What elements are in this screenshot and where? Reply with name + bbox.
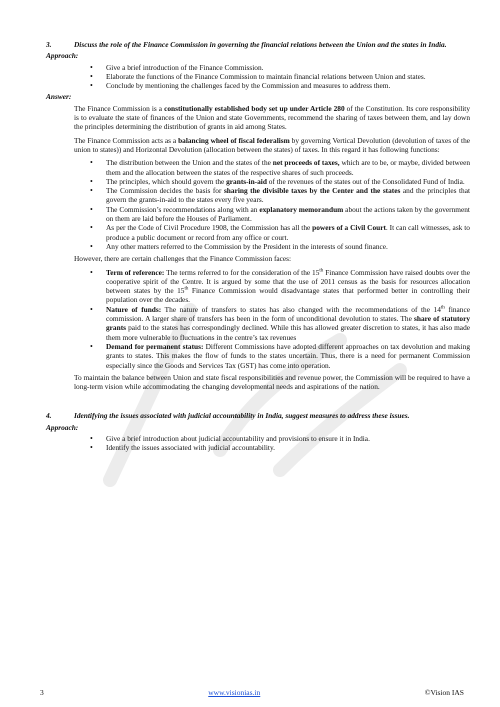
challenge-item [90,268,470,305]
fn-text: The principles, which should govern the [106,176,227,186]
website-link[interactable]: www.visionias.in [208,688,261,697]
approach-list [90,63,470,91]
para-text-end: by governing Vertical Devolution (devolution of taxes of the union to states)) and Horizontal Devolution (allocation between the states) of taxes. In this regard it has following functions: [74,135,471,154]
challenges-list [90,268,470,370]
challenge-item [90,342,470,370]
functions-list [90,158,470,251]
question-text: Identifying the issues associated with judicial accountability in India, suggest measures to address these issues. [74,411,410,421]
intro-bold: constitutionally established body set up under Article 280 [164,103,345,113]
answer-label: Answer: [46,92,72,102]
fn-text: As per the Code of Civil Procedure 1908, the Commission has all the [106,223,313,233]
para-text: The Finance Commission acts as a [74,135,179,145]
page-footer [40,688,464,697]
function-item [90,242,470,251]
challenge-text: Different Commissions have adopted different approaches on tax devolution and making grants to states. This makes the flow of funds to the states uncertain. Thus, there is a need for permanent Commission especially since the Goods and Services Tax (GST) has come into operation. [106,341,470,370]
challenges-intro: However, there are certain challenges that the Finance Commission faces: [74,254,292,264]
intro-paragraph [74,104,470,132]
function-item [90,223,470,242]
question-number: 3. [46,40,52,49]
function-item [90,205,470,224]
fn-bold: explanatory memorandum [259,204,344,214]
question-3 [46,40,470,49]
intro-text: The Finance Commission is a [74,103,165,113]
fn-bold: grants-in-aid [226,176,267,186]
challenge-title: Nature of funds: [106,304,162,314]
approach-item: • Give a brief introduction about judicial accountability and provisions to ensure it in India. [90,434,470,443]
function-item [90,186,470,205]
fn-bold: net proceeds of taxes, [272,158,340,168]
challenge-title: Demand for permanent status: [106,341,204,351]
question-number: 4. [46,411,52,421]
page-number: 3 [40,688,44,697]
approach-item: • Give a brief introduction of the Finance Commission. [90,63,470,72]
copyright-text: ©Vision IAS [424,688,464,697]
approach-label: Approach: [46,422,79,432]
fn-text-end: about the actions taken by the government on them are laid before the Houses of Parliament. [106,204,470,224]
fn-text-end: which are to be, or maybe, divided between them and the allocation between the states of the respective shares of such proceeds. [106,158,471,177]
question-text: Discuss the role of the Finance Commission in governing the financial relations between the Union and the states in India. [74,40,447,49]
approach-item: • Elaborate the functions of the Finance Commission to maintain financial relations between Union and states. [90,72,470,81]
approach-list [90,434,470,453]
challenge-text-end: paid to the states has correspondingly declined. While this has allowed greater discretion to states, it has also made them more vulnerable to fluctuations in the centre’s tax revenues [106,323,470,342]
para-bold: balancing wheel of fiscal federalism [178,135,290,145]
challenge-text: The terms referred to for the consideration of the 15th Finance Commission have raised doubts over the cooperative spirit of the Centre. It is argued by some that the use of 2011 census as the basis for resources allocation between states by the 15th Finance Commission would disadvantage states that performed better in controlling their population over the decades. [106,267,470,305]
functions-paragraph [74,136,470,155]
approach-label: Approach: [46,51,79,61]
function-item [90,158,470,177]
conclusion-paragraph: To maintain the balance between Union and state fiscal responsibilities and revenue power, the Commission will be required to have a long-term vision while accommodating the changing developmental needs and aspirations of the nation. [74,372,470,392]
challenge-title: Term of reference: [106,267,165,277]
challenge-text: The nature of transfers to states has also changed with the recommendations of the 14th finance commission. A larger share of transfers has been in the form of unconditional devolution to states. The [106,304,470,324]
fn-text: Any other matters referred to the Commission by the President in the interests of sound finance. [106,241,388,251]
approach-item: • Conclude by mentioning the challenges faced by the Commission and measures to address them. [90,81,470,90]
fn-bold: sharing the divisible taxes by the Center and the states [223,186,401,196]
challenge-item [90,305,470,342]
main-content [46,40,470,455]
fn-text: The Commission’s recommendations along with an [106,204,260,214]
challenge-bold: share of statutory grants [106,314,471,333]
approach-item: • Identify the issues associated with judicial accountability. [90,443,470,452]
fn-bold: powers of a Civil Court [312,223,386,233]
fn-text-end: and the principles that govern the grants-in-aid to the states every five years. [106,186,471,205]
fn-text-end: of the revenues of the states out of the Consolidated Fund of India. [266,176,465,186]
fn-text-end: . It can call witnesses, ask to produce a public document or record from any office or court. [106,223,470,242]
fn-text: The Commission decides the basis for [106,186,224,196]
question-4 [46,411,470,420]
intro-text-end: of the Constitution. Its core responsibility is to evaluate the state of finances of the Union and state Governments, recommend the sharing of taxes between them, and lay down the principles determining the distribution of grants in aid among States. [74,103,470,132]
fn-text: The distribution between the Union and the states of the [106,158,273,168]
function-item [90,177,470,186]
